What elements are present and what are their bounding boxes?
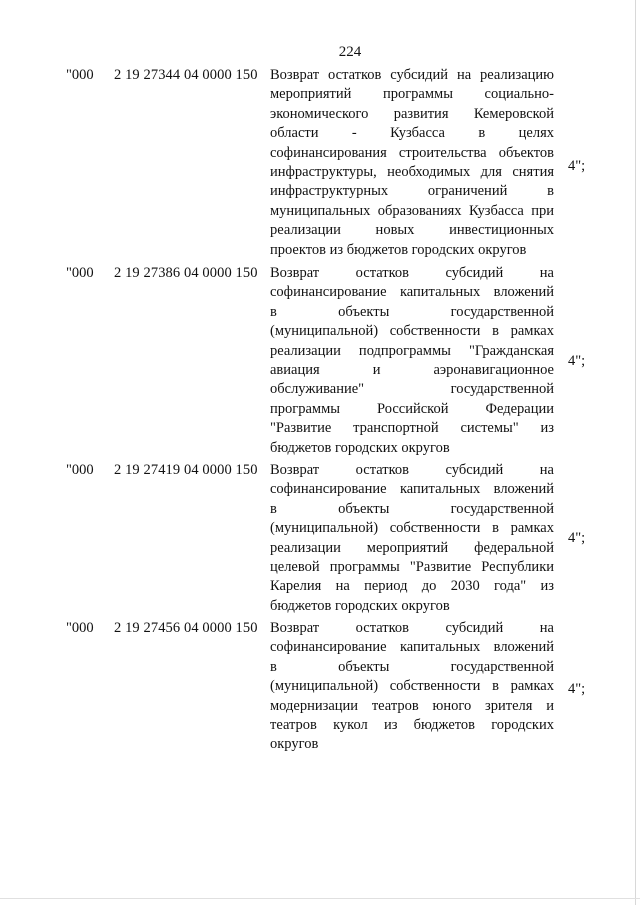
page-number: 224 (338, 44, 362, 60)
description-line: мероприятий программы социально- (270, 86, 554, 103)
description-line: софинансирование капитальных вложений (270, 481, 554, 498)
description-line: реализации мероприятий федеральной (270, 539, 554, 556)
description-line: Возврат остатков субсидий на (270, 620, 554, 636)
description-line: Возврат остатков субсидий на реализацию (270, 67, 554, 83)
entry-prefix: "000 (66, 462, 94, 478)
description-line: "Развитие транспортной системы" из (270, 420, 554, 437)
description-line: экономического развития Кемеровской (270, 105, 554, 122)
description-line: (муниципальной) собственности в рамках (270, 678, 554, 695)
entry-prefix: "000 (66, 67, 94, 83)
description-line: реализации новых инвестиционных (270, 222, 554, 239)
entry-prefix: "000 (66, 620, 94, 636)
description-line: реализации подпрограммы "Гражданская (270, 342, 554, 359)
description-line: бюджетов городских округов (270, 597, 450, 614)
description-line: Карелия на период до 2030 года" из (270, 578, 554, 595)
scan-bottom-line (0, 898, 640, 899)
budget-classification-code: 2 19 27344 04 0000 150 (114, 67, 258, 83)
description-line: в объекты государственной (270, 500, 554, 517)
description-line: проектов из бюджетов городских округов (270, 241, 527, 258)
description-line: софинансирования строительства объектов (270, 144, 554, 161)
description-line: программы Российской Федерации (270, 400, 554, 417)
budget-classification-code: 2 19 27386 04 0000 150 (114, 265, 258, 281)
entry-suffix: 4"; (568, 158, 586, 174)
entry-suffix: 4"; (568, 530, 586, 546)
entry-suffix: 4"; (568, 681, 586, 697)
description-line: целевой программы "Развитие Республики (270, 559, 554, 576)
description-line: софинансирование капитальных вложений (270, 639, 554, 656)
description-line: в объекты государственной (270, 658, 554, 675)
description-line: авиация и аэронавигационное (270, 362, 554, 379)
description-line: муниципальных образованиях Кузбасса при (270, 202, 554, 219)
description-line: области - Кузбасса в целях (270, 125, 554, 142)
description-line: модернизации театров юного зрителя и (270, 697, 554, 714)
description-line: театров кукол из бюджетов городских (270, 717, 554, 734)
description-line: округов (270, 736, 319, 753)
description-line: в объекты государственной (270, 303, 554, 320)
entry-description (270, 66, 554, 260)
description-line: Возврат остатков субсидий на (270, 462, 554, 478)
description-line: инфраструктуры, необходимых для снятия (270, 164, 554, 181)
description-line: (муниципальной) собственности в рамках (270, 520, 554, 537)
entry-prefix: "000 (66, 265, 94, 281)
description-line: (муниципальной) собственности в рамках (270, 323, 554, 340)
budget-classification-code: 2 19 27419 04 0000 150 (114, 462, 258, 478)
description-line: инфраструктурных ограничений в (270, 183, 554, 200)
entry-suffix: 4"; (568, 353, 586, 369)
description-line: бюджетов городских округов (270, 439, 450, 456)
description-line: софинансирование капитальных вложений (270, 284, 554, 301)
entry-description (270, 619, 554, 755)
entry-description (270, 264, 554, 458)
entry-description (270, 461, 554, 616)
budget-classification-code: 2 19 27456 04 0000 150 (114, 620, 258, 636)
description-line: Возврат остатков субсидий на (270, 265, 554, 281)
description-line: обслуживание" государственной (270, 381, 554, 398)
scan-edge-line (635, 0, 636, 905)
